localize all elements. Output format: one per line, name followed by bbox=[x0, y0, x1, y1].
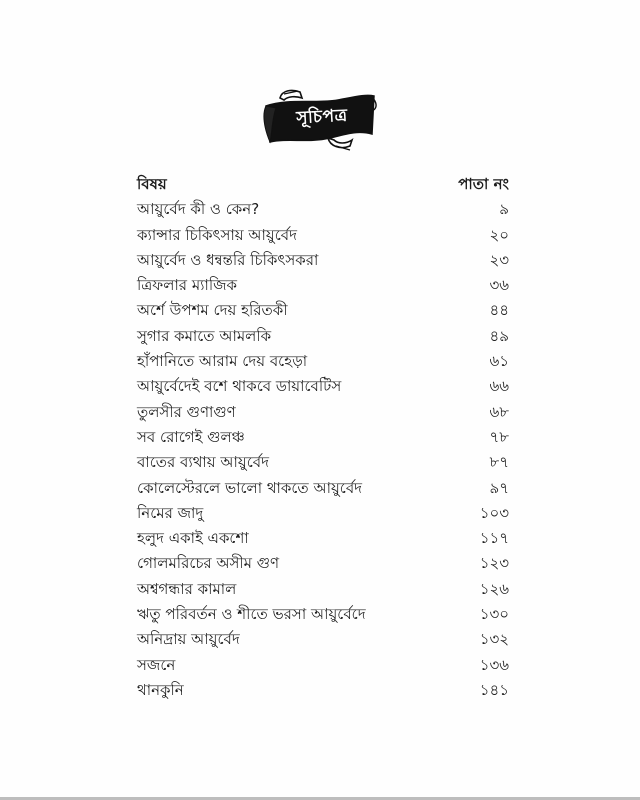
toc-entry[interactable] bbox=[137, 577, 509, 602]
table-of-contents bbox=[137, 172, 509, 703]
toc-entry-title: হাঁপানিতে আরাম দেয় বহেড়া bbox=[137, 352, 308, 371]
toc-entry-title: সুগার কমাতে আমলকি bbox=[137, 326, 272, 345]
toc-entry[interactable] bbox=[137, 526, 509, 551]
toc-entry-page: ৭৮ bbox=[489, 427, 509, 446]
toc-entry-page: ৩৬ bbox=[489, 276, 509, 295]
toc-entry-page: ১৪১ bbox=[479, 680, 509, 699]
toc-header-row bbox=[137, 172, 509, 197]
toc-entry-page: ১১৭ bbox=[479, 529, 509, 548]
toc-entry-title: ক্যান্সার চিকিৎসায় আয়ুর্বেদ bbox=[137, 225, 298, 244]
toc-entry[interactable] bbox=[137, 450, 509, 475]
toc-entry-title: অশ্বগন্ধার কামাল bbox=[137, 579, 237, 598]
toc-entry-page: ৯৭ bbox=[489, 478, 509, 497]
toc-entry-title: সজনে bbox=[137, 655, 176, 674]
toc-entry-title: ত্রিফলার ম্যাজিক bbox=[137, 276, 238, 295]
contents-banner bbox=[258, 84, 382, 156]
toc-entry-title: আয়ুর্বেদ কী ও কেন? bbox=[137, 200, 260, 219]
toc-entry[interactable] bbox=[137, 476, 509, 501]
toc-entry[interactable] bbox=[137, 551, 509, 576]
contents-title: সূচিপত্র bbox=[295, 105, 349, 129]
toc-entry-title: সব রোগেই গুলঞ্চ bbox=[137, 427, 245, 446]
toc-entry-page: ৯ bbox=[499, 200, 509, 219]
toc-entry-page: ২০ bbox=[489, 225, 509, 244]
toc-entry-title: থানকুনি bbox=[137, 680, 184, 699]
toc-entry[interactable] bbox=[137, 653, 509, 678]
toc-entry[interactable] bbox=[137, 349, 509, 374]
toc-entry[interactable] bbox=[137, 248, 509, 273]
toc-entry-page: ১৩৬ bbox=[479, 655, 509, 674]
toc-entry-page: ১৩০ bbox=[479, 605, 509, 624]
toc-entry-title: অনিদ্রায় আয়ুর্বেদ bbox=[137, 630, 240, 649]
toc-entry[interactable] bbox=[137, 324, 509, 349]
toc-entry-title: আয়ুর্বেদ ও ধন্বন্তরি চিকিৎসকরা bbox=[137, 250, 319, 269]
toc-entry[interactable] bbox=[137, 374, 509, 399]
toc-entry[interactable] bbox=[137, 223, 509, 248]
toc-entry-title: ঋতু পরিবর্তন ও শীতে ভরসা আয়ুর্বেদে bbox=[137, 605, 366, 624]
toc-entry-page: ৬৮ bbox=[489, 402, 509, 421]
toc-entry-title: হলুদ একাই একশো bbox=[137, 529, 249, 548]
toc-entry-title: অর্শে উপশম দেয় হরিতকী bbox=[137, 301, 288, 320]
toc-entry-title: আয়ুর্বেদেই বশে থাকবে ডায়াবেটিস bbox=[137, 377, 342, 396]
toc-entry[interactable] bbox=[137, 501, 509, 526]
toc-entry[interactable] bbox=[137, 602, 509, 627]
toc-entry-page: ১০৩ bbox=[479, 503, 509, 522]
subject-column-header: বিষয় bbox=[137, 175, 167, 193]
toc-entry[interactable] bbox=[137, 197, 509, 222]
toc-entry-page: ১২৩ bbox=[479, 554, 509, 573]
toc-entry-page: ৪৯ bbox=[489, 326, 509, 345]
toc-entry-page: ৪৪ bbox=[489, 301, 509, 320]
toc-entry-title: তুলসীর গুণাগুণ bbox=[137, 402, 236, 421]
toc-entry-page: ৬১ bbox=[489, 352, 509, 371]
toc-entry-page: ১২৬ bbox=[479, 579, 509, 598]
toc-entry-page: ৮৭ bbox=[489, 453, 509, 472]
toc-entry[interactable] bbox=[137, 400, 509, 425]
toc-entry[interactable] bbox=[137, 627, 509, 652]
toc-entry[interactable] bbox=[137, 425, 509, 450]
page-column-header: পাতা নং bbox=[458, 175, 509, 193]
toc-entry[interactable] bbox=[137, 298, 509, 323]
toc-entry-page: ১৩২ bbox=[479, 630, 509, 649]
toc-entry-title: নিমের জাদু bbox=[137, 503, 204, 522]
toc-entry-title: গোলমরিচের অসীম গুণ bbox=[137, 554, 280, 573]
toc-entry-page: ৬৬ bbox=[489, 377, 509, 396]
toc-entry-title: কোলেস্টেরলে ভালো থাকতে আয়ুর্বেদ bbox=[137, 478, 363, 497]
toc-entry-page: ২৩ bbox=[489, 250, 509, 269]
toc-entry[interactable] bbox=[137, 273, 509, 298]
toc-entry[interactable] bbox=[137, 678, 509, 703]
toc-entry-title: বাতের ব্যথায় আয়ুর্বেদ bbox=[137, 453, 269, 472]
